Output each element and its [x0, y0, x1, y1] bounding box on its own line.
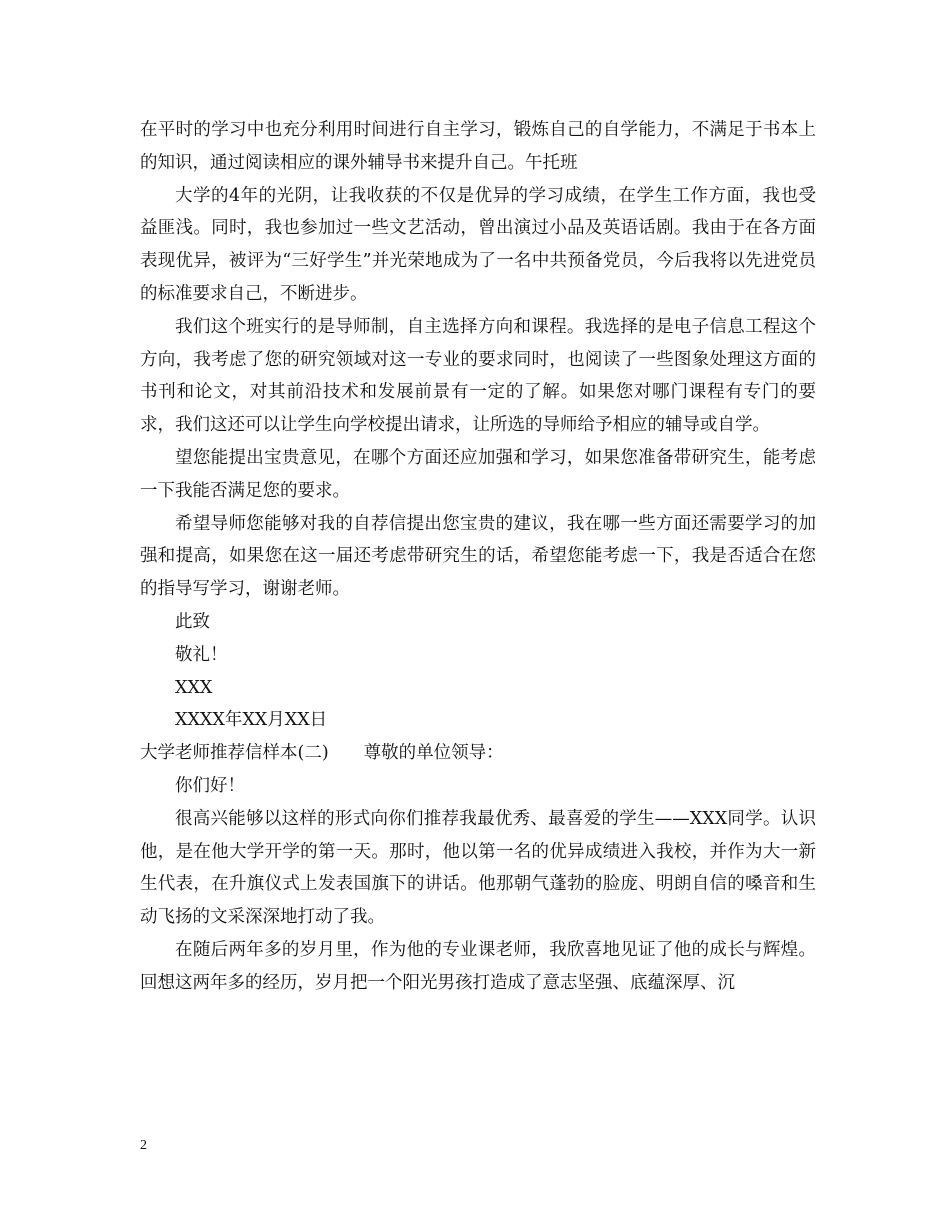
- paragraph-self-study: 在平时的学习中也充分利用时间进行自主学习，锻炼自己的自学能力，不满足于书本上的知识，通过阅读相应的课外辅导书来提升自己。午托班: [140, 120, 816, 173]
- paragraph-university-years: 大学的4年的光阴，让我收获的不仅是优异的学习成绩，在学生工作方面，我也受益匪浅。同时，我也参加过一些文艺活动，曾出演过小品及英语话剧。我由于在各方面表现优异，被评为“三好学生”并光荣地成为了一名中共预备党员，今后我将以先进党员的标准要求自己，不断进步。: [140, 185, 816, 304]
- paragraph-thanks: 希望导师您能够对我的自荐信提出您宝贵的建议，我在哪一些方面还需要学习的加强和提高，如果您在这一届还考虑带研究生的话，希望您能考虑一下，我是否适合在您的指导写学习，谢谢老师。: [140, 513, 816, 600]
- paragraph-request-advice: 望您能提出宝贵意见，在哪个方面还应加强和学习，如果您准备带研究生，能考虑一下我能否满足您的要求。: [140, 447, 816, 501]
- signature-date: XXXX年XX月XX日: [175, 710, 328, 731]
- paragraph-tutor-system: 我们这个班实行的是导师制，自主选择方向和课程。我选择的是电子信息工程这个方向，我考虑了您的研究领域对这一专业的要求同时，也阅读了一些图象处理这方面的书刊和论文，对其前沿技术和发展前景有一定的了解。如果您对哪门课程有专门的要求，我们这还可以让学生向学校提出请求，让所选的导师给予相应的辅导或自学。: [140, 316, 816, 436]
- paragraph-growth: 在随后两年多的岁月里，作为他的专业课老师，我欣喜地见证了他的成长与辉煌。回想这两年多的经历，岁月把一个阳光男孩打造成了意志坚强、底蕴深厚、沉: [140, 939, 816, 993]
- section-heading: 大学老师推荐信样本(二) 尊敬的单位领导：: [140, 743, 504, 764]
- signature-name: XXX: [175, 677, 213, 698]
- greeting: 你们好！: [175, 775, 245, 796]
- closing-regards: 敬礼！: [175, 644, 228, 665]
- paragraph-recommendation: 很高兴能够以这样的形式向你们推荐我最优秀、最喜爱的学生——XXX同学。认识他，是在他大学开学的第一天。那时，他以第一名的优异成绩进入我校，并作为大一新生代表，在升旗仪式上发表国旗下的讲话。他那朝气蓬勃的脸庞、明朗自信的嗓音和生动飞扬的文采深深地打动了我。: [140, 808, 816, 928]
- page-number: 2: [140, 1138, 147, 1153]
- document-body: [140, 114, 816, 1000]
- closing-salutation: 此致: [175, 611, 210, 632]
